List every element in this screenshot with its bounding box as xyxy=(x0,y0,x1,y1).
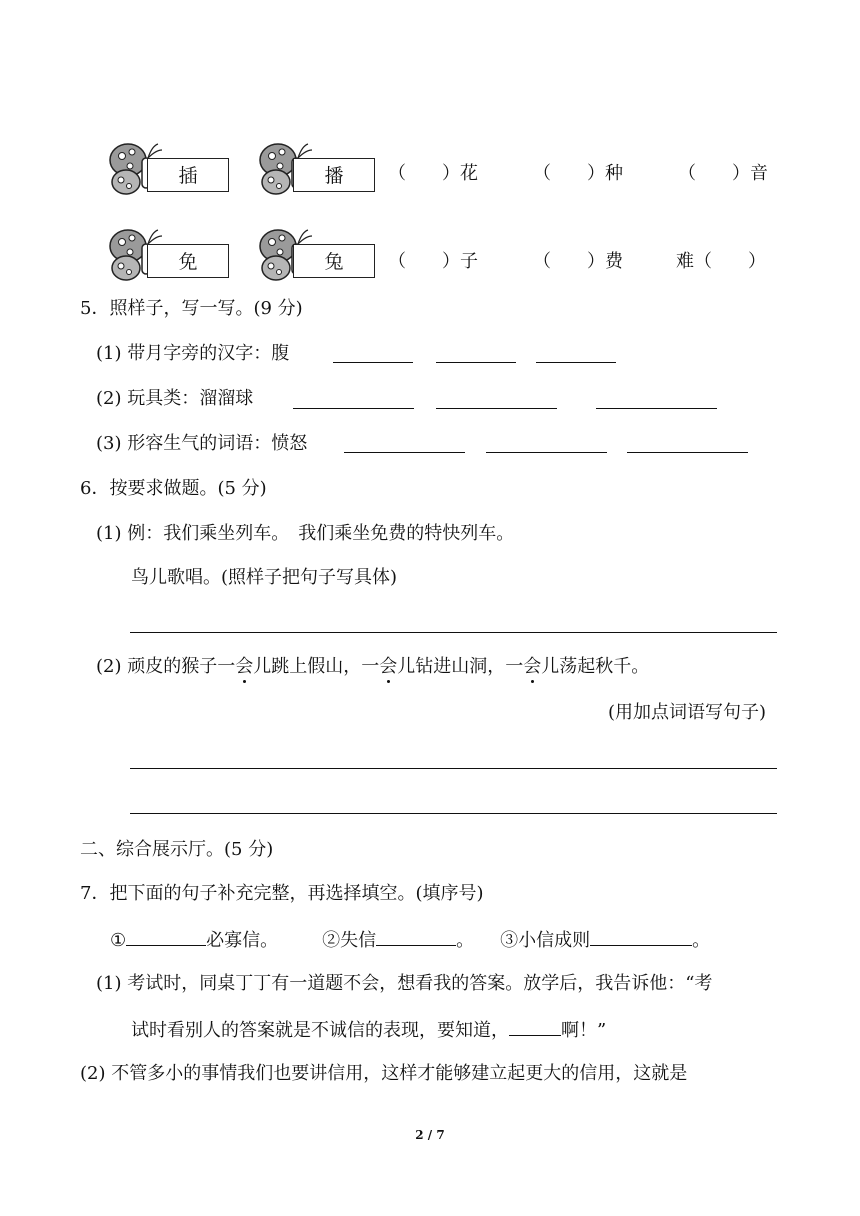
answer-blank[interactable] xyxy=(536,362,616,363)
item-text: 形容生气的词语：愤怒 xyxy=(127,433,308,454)
item-text: 考试时，同桌丁丁有一道题不会，想看我的答案。放学后，我告诉他：“考 xyxy=(127,973,713,994)
sentence-segment: 跳上假山， xyxy=(271,656,362,677)
answer-blank[interactable] xyxy=(376,927,456,946)
item-number: (3) xyxy=(96,433,122,454)
answer-blank[interactable] xyxy=(333,362,413,363)
fill-item: （ ）种 xyxy=(533,163,623,184)
item-text-tail: 啊！” xyxy=(561,1020,607,1041)
answer-line[interactable] xyxy=(130,632,777,633)
q6-part-1 xyxy=(96,522,514,546)
answer-blank[interactable] xyxy=(509,1017,561,1036)
answer-blank[interactable] xyxy=(590,927,692,946)
character-box-1: 插 xyxy=(147,158,229,192)
dotted-word: 一会儿 xyxy=(361,656,416,677)
q6-part-2 xyxy=(96,655,649,679)
q7-part-1-line-2 xyxy=(131,1017,606,1043)
prompt-sentence: 鸟儿歌唱。 xyxy=(131,567,221,588)
answer-blank[interactable] xyxy=(596,408,717,409)
option-3-tail: 。 xyxy=(692,930,711,951)
item-number: (2) xyxy=(96,656,122,677)
q6-part-2-hint: (用加点词语写句子) xyxy=(608,702,767,723)
answer-line[interactable] xyxy=(130,813,777,814)
character-box-4: 兔 xyxy=(293,244,375,278)
answer-blank[interactable] xyxy=(126,927,206,946)
fill-item: （ ）音 xyxy=(678,163,768,184)
item-number: (2) xyxy=(80,1063,106,1084)
option-1: ① xyxy=(110,930,127,951)
q7-part-1-line-1 xyxy=(96,972,712,996)
question-7-title xyxy=(80,882,484,906)
page-number: 2 / 7 xyxy=(415,1128,445,1142)
item-number: (2) xyxy=(96,388,122,409)
answer-blank[interactable] xyxy=(436,408,557,409)
answer-blank[interactable] xyxy=(436,362,516,363)
answer-blank[interactable] xyxy=(627,452,748,453)
q5-item-2 xyxy=(96,387,253,411)
title-text: 7．把下面的句子补充完整，再选择填空。 xyxy=(80,883,416,904)
character-box-2: 播 xyxy=(293,158,375,192)
option-2: ②失信 xyxy=(322,930,377,951)
example-text: 例：我们乘坐列车。 我们乘坐免费的特快列车。 xyxy=(127,523,515,544)
fill-item: 难（ ） xyxy=(676,251,766,272)
item-text: 试时看别人的答案就是不诚信的表现，要知道， xyxy=(131,1020,509,1041)
section-2-title: 二、综合展示厅。(5 分) xyxy=(80,839,274,860)
fill-item: （ ）子 xyxy=(388,251,478,272)
item-text: 带月字旁的汉字：腹 xyxy=(127,343,290,364)
dotted-word: 一会儿 xyxy=(505,656,560,677)
q5-item-3 xyxy=(96,432,307,456)
question-6-title: 6．按要求做题。(5 分) xyxy=(80,478,267,499)
answer-blank[interactable] xyxy=(486,452,607,453)
answer-blank[interactable] xyxy=(293,408,414,409)
fill-item: （ ）花 xyxy=(388,163,478,184)
answer-blank[interactable] xyxy=(344,452,465,453)
answer-line[interactable] xyxy=(130,768,777,769)
q5-item-1 xyxy=(96,342,289,366)
q7-part-2-line-1 xyxy=(80,1062,687,1086)
sentence-segment: 钻进山洞， xyxy=(415,656,506,677)
q6-prompt xyxy=(131,566,397,590)
prompt-hint: (照样子把句子写具体) xyxy=(221,567,398,588)
item-text: 玩具类：溜溜球 xyxy=(127,388,254,409)
item-text: 不管多小的事情我们也要讲信用，这样才能够建立起更大的信用，这就是 xyxy=(111,1063,688,1084)
sentence-segment: 荡起秋千。 xyxy=(559,656,650,677)
item-number: (1) xyxy=(96,523,122,544)
dotted-word: 一会儿 xyxy=(217,656,272,677)
item-number: (1) xyxy=(96,343,122,364)
fill-item: （ ）费 xyxy=(533,251,623,272)
question-5-title: 5．照样子，写一写。(9 分) xyxy=(80,298,303,319)
option-3: ③小信成则 xyxy=(500,930,591,951)
item-number: (1) xyxy=(96,973,122,994)
q7-options xyxy=(110,927,710,953)
sentence-segment: 顽皮的猴子 xyxy=(127,656,218,677)
title-hint: (填序号) xyxy=(415,883,484,904)
character-box-3: 免 xyxy=(147,244,229,278)
option-1-tail: 必寡信。 xyxy=(206,930,279,951)
option-2-tail: 。 xyxy=(456,930,475,951)
